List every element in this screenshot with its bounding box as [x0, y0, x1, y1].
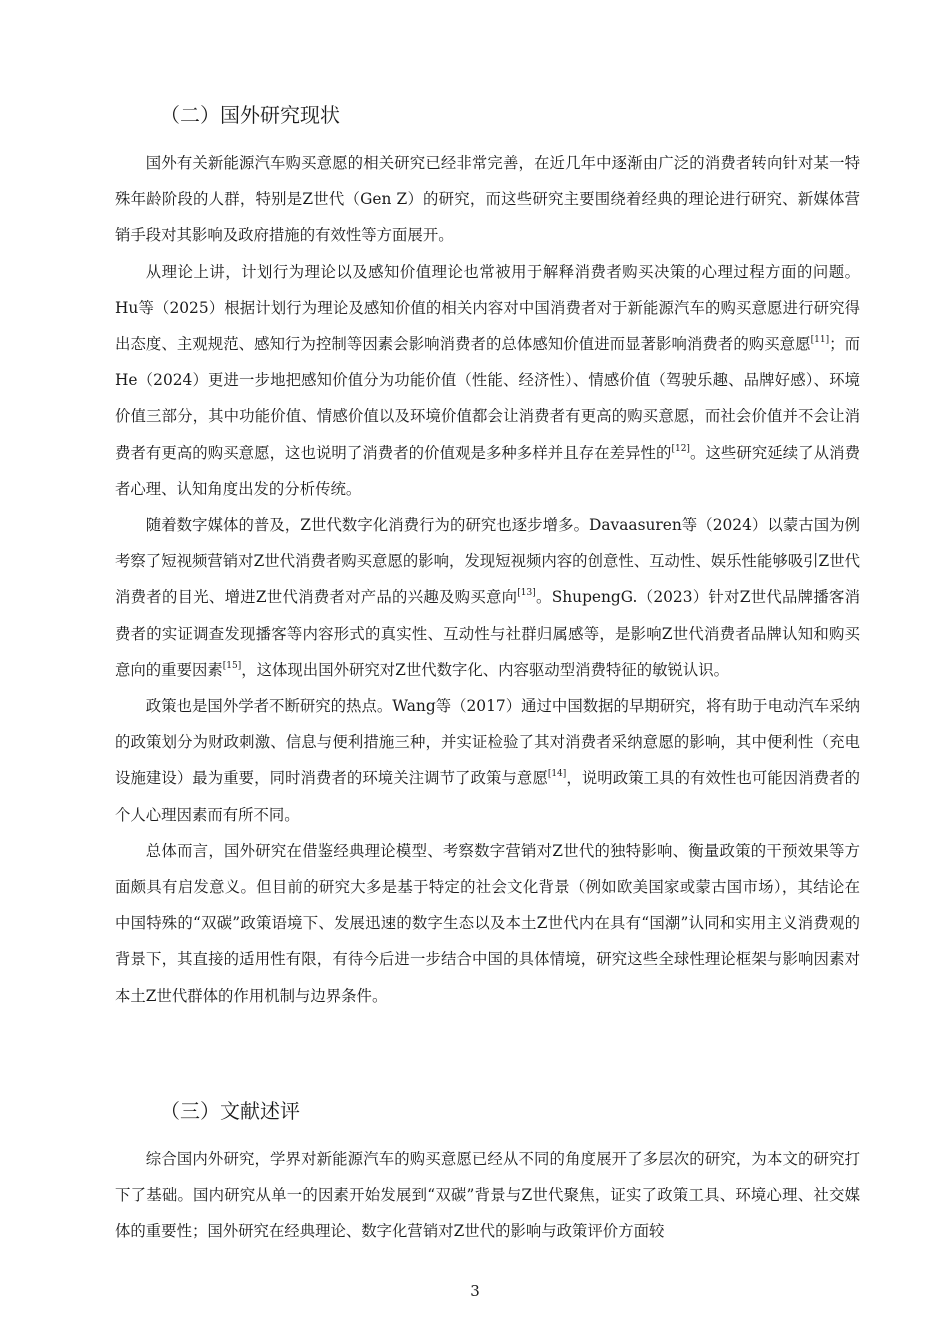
paragraph-text: ；而He（2024）更进一步地把感知价值分为功能价值（性能、经济性）、情感价值（驾驶乐趣、品牌好感）、环境价值三部分，其中功能价值、情感价值以及环境价值都会让消费者有更高的购买意愿，而社会价值并不会让消费者有更高的购买意愿，这也说明了消费者的价值观是多种多样并且存在差异性的	[115, 335, 860, 462]
paragraph-text: 。这些研究延续了从消费者心理、认知角度出发的分析传统。	[115, 443, 860, 498]
paragraph-text: 国外有关新能源汽车购买意愿的相关研究已经非常完善，在近几年中逐渐由广泛的消费者转向针对某一特殊年龄阶段的人群，特别是Z世代（Gen Z）的研究，而这些研究主要围绕着经典的理论进行研究、新媒体营销手段对其影响及政府措施的有效性等方面展开。	[115, 154, 860, 245]
literature-review-body	[115, 1141, 860, 1250]
citation-marker: [11]	[810, 335, 830, 346]
paragraph-text: 。ShupengG.（2023）针对Z世代品牌播客消费者的实证调查发现播客等内容形式的真实性、互动性与社群归属感等，是影响Z世代消费者品牌认知和购买意向的重要因素	[115, 588, 860, 679]
paragraph	[115, 145, 860, 254]
paragraph	[115, 833, 860, 1014]
paragraph-text: 总体而言，国外研究在借鉴经典理论模型、考察数字营销对Z世代的独特影响、衡量政策的干预效果等方面颇具有启发意义。但目前的研究大多是基于特定的社会文化背景（例如欧美国家或蒙古国市场），其结论在中国特殊的“双碳”政策语境下、发展迅速的数字生态以及本土Z世代内在具有“国潮”认同和实用主义消费观的背景下，其直接的适用性有限，有待今后进一步结合中国的具体情境，研究这些全球性理论框架与影响因素对本土Z世代群体的作用机制与边界条件。	[115, 841, 860, 1005]
paragraph	[115, 254, 860, 507]
citation-marker: [15]	[222, 660, 242, 671]
page-number: 3	[470, 1282, 480, 1300]
section-heading-literature-review: （三）文献述评	[160, 1099, 300, 1123]
foreign-research-body	[115, 145, 860, 1014]
paragraph	[115, 1141, 860, 1250]
paragraph-text: 综合国内外研究，学界对新能源汽车的购买意愿已经从不同的角度展开了多层次的研究，为本文的研究打下了基础。国内研究从单一的因素开始发展到“双碳”背景与Z世代聚焦，证实了政策工具、环境心理、社交媒体的重要性；国外研究在经典理论、数字化营销对Z世代的影响与政策评价方面较	[115, 1150, 860, 1241]
citation-marker: [12]	[671, 443, 690, 454]
paragraph-text: 政策也是国外学者不断研究的热点。Wang等（2017）通过中国数据的早期研究，将有助于电动汽车采纳的政策划分为财政刺激、信息与便利措施三种，并实证检验了其对消费者采纳意愿的影响，其中便利性（充电设施建设）最为重要，同时消费者的环境关注调节了政策与意愿	[115, 697, 860, 788]
paragraph	[115, 507, 860, 688]
paragraph-text: ，说明政策工具的有效性也可能因消费者的个人心理因素而有所不同。	[115, 769, 860, 824]
citation-marker: [13]	[517, 588, 536, 599]
citation-marker: [14]	[547, 769, 567, 780]
paragraph-text: 随着数字媒体的普及，Z世代数字化消费行为的研究也逐步增多。Davaasuren等（2024）以蒙古国为例考察了短视频营销对Z世代消费者购买意愿的影响，发现短视频内容的创意性、互动性、娱乐性能够吸引Z世代消费者的目光、增进Z世代消费者对产品的兴趣及购买意向	[115, 516, 860, 607]
paragraph-text: ，这体现出国外研究对Z世代数字化、内容驱动型消费特征的敏锐认识。	[241, 660, 730, 679]
section-heading-foreign-research: （二）国外研究现状	[160, 103, 340, 127]
paragraph	[115, 688, 860, 833]
paragraph-text: 从理论上讲，计划行为理论以及感知价值理论也常被用于解释消费者购买决策的心理过程方面的问题。Hu等（2025）根据计划行为理论及感知价值的相关内容对中国消费者对于新能源汽车的购买意愿进行研究得出态度、主观规范、感知行为控制等因素会影响消费者的总体感知价值进而显著影响消费者的购买意愿	[115, 262, 860, 354]
